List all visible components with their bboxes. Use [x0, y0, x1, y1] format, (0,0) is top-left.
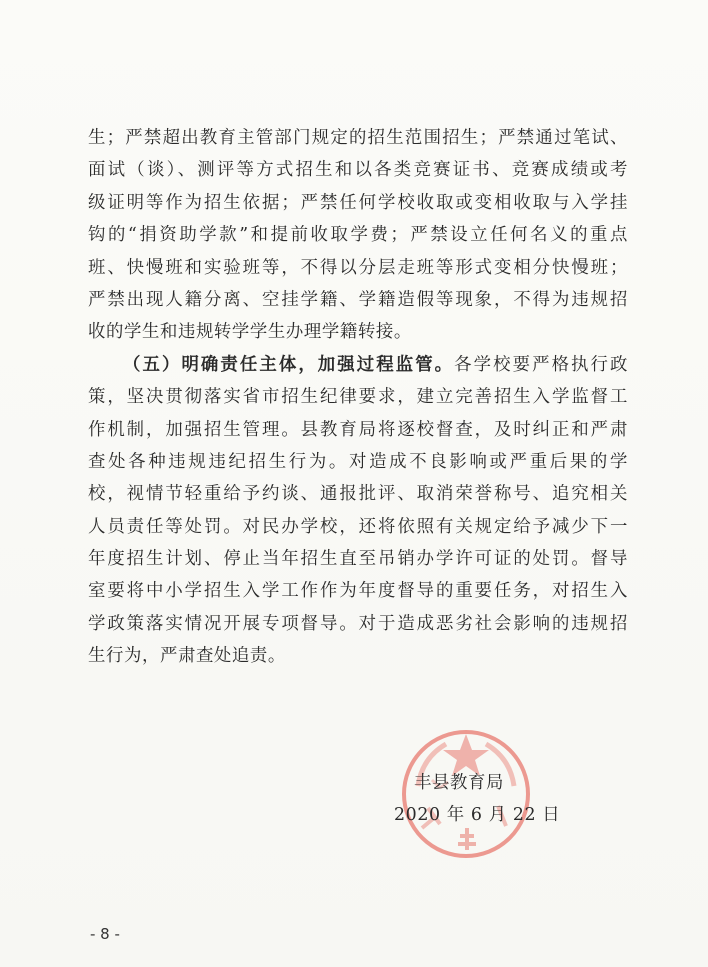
text-line: 生行为，严肃查处追责。	[88, 646, 286, 667]
text-line: 查处各种违规违纪招生行为。对造成不良影响或严重后果的学	[88, 451, 628, 472]
text-line: 钩的“捐资助学款”和提前收取学费；严禁设立任何名义的重点	[88, 225, 628, 246]
heading-line-rest: 各学校要严格执行政	[454, 354, 629, 375]
text-line: 校，视情节轻重给予约谈、通报批评、取消荣誉称号、追究相关	[88, 484, 628, 505]
text-line: 作机制，加强招生管理。县教育局将逐校督查，及时纠正和严肃	[88, 419, 628, 440]
section-heading: （五）明确责任主体，加强过程监管。	[123, 354, 455, 375]
paragraph-1	[88, 122, 628, 349]
official-seal-icon	[400, 728, 532, 860]
text-line	[88, 349, 628, 381]
text-line: 收的学生和违规转学学生办理学籍转接。	[88, 322, 412, 343]
text-line: 室要将中小学招生入学工作作为年度督导的重要任务，对招生入	[88, 581, 628, 602]
signature-date: 2020 年 6 月 22 日	[394, 805, 561, 825]
text-line: 策，坚决贯彻落实省市招生纪律要求，建立完善招生入学监督工	[88, 387, 628, 408]
text-line: 面试（谈）、测评等方式招生和以各类竞赛证书、竞赛成绩或考	[88, 160, 628, 181]
text-line: 严禁出现人籍分离、空挂学籍、学籍造假等现象，不得为违规招	[88, 289, 628, 310]
text-line: 学政策落实情况开展专项督导。对于造成恶劣社会影响的违规招	[88, 613, 628, 634]
text-line: 人员责任等处罚。对民办学校，还将依照有关规定给予减少下一	[88, 516, 628, 537]
text-line: 级证明等作为招生依据；严禁任何学校收取或变相收取与入学挂	[88, 192, 628, 213]
page-number: - 8 -	[90, 925, 120, 943]
text-line: 班、快慢班和实验班等，不得以分层走班等形式变相分快慢班；	[88, 257, 628, 278]
paragraph-2	[88, 349, 628, 673]
text-line: 年度招生计划、停止当年招生直至吊销办学许可证的处罚。督导	[88, 549, 628, 570]
text-line: 生；严禁超出教育主管部门规定的招生范围招生；严禁通过笔试、	[88, 128, 628, 148]
document-body	[88, 122, 628, 673]
signature-org: 丰县教育局	[414, 773, 504, 793]
